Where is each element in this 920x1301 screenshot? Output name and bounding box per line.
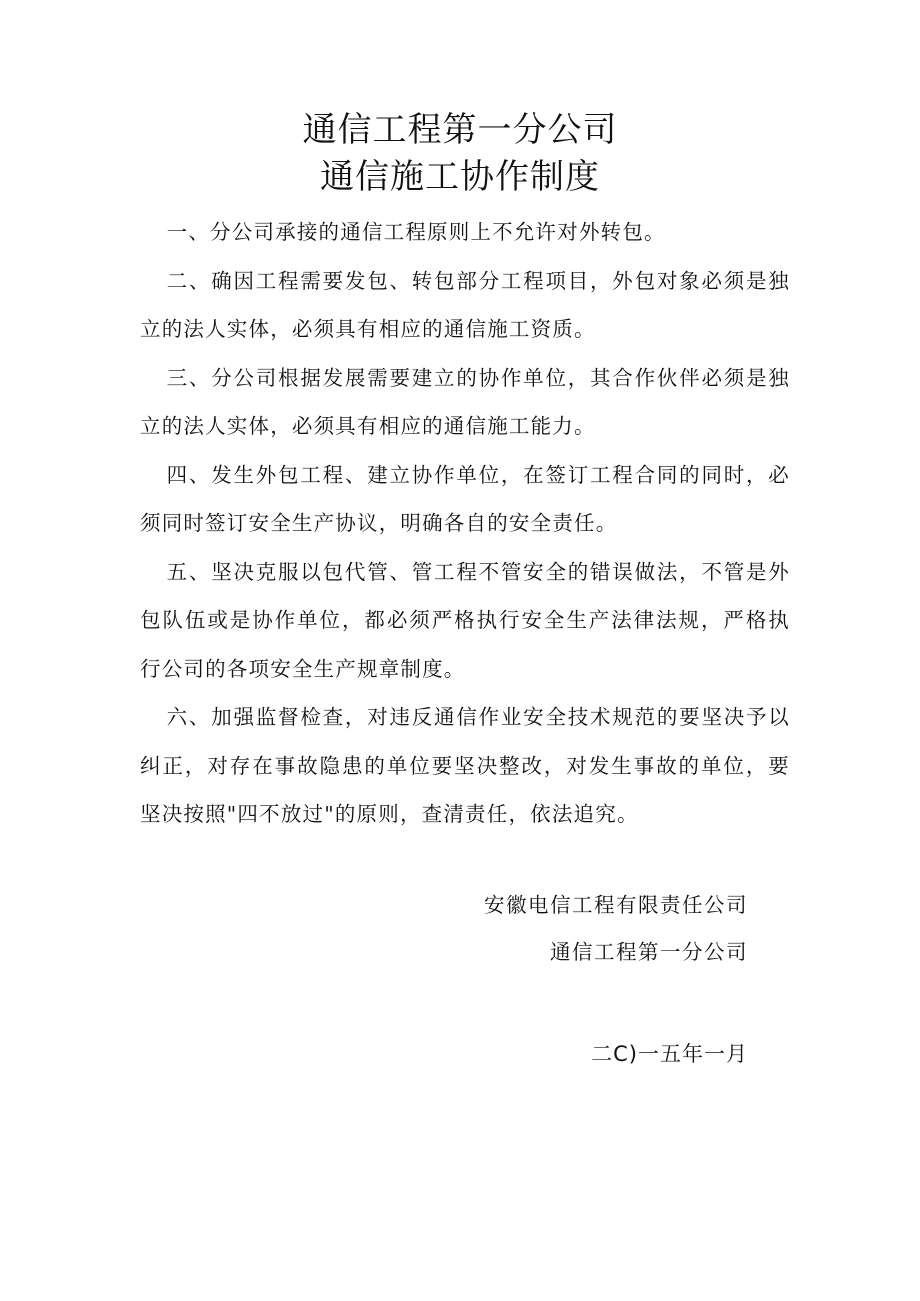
document-title-company: 通信工程第一分公司 — [302, 110, 618, 150]
document-title-regulation: 通信施工协作制度 — [320, 157, 600, 197]
document-body — [140, 208, 790, 839]
clause-1: 一、分公司承接的通信工程原则上不允许对外转包。 — [166, 220, 666, 244]
signature-company: 安徽电信工程有限责任公司 — [484, 893, 748, 917]
clause-4: 四、发生外包工程、建立协作单位，在签订工程合同的同时，必须同时签订安全生产协议，明确各自的安全责任。 — [140, 462, 790, 535]
document-date: 二C)一五年一月 — [591, 1042, 748, 1066]
clause-5: 五、坚决克服以包代管、管工程不管安全的错误做法，不管是外包队伍或是协作单位，都必须严格执行安全生产法律法规，严格执行公司的各项安全生产规章制度。 — [140, 559, 790, 681]
clause-3: 三、分公司根据发展需要建立的协作单位，其合作伙伴必须是独立的法人实体，必须具有相应的通信施工能力。 — [140, 365, 790, 438]
clause-6: 六、加强监督检查，对违反通信作业安全技术规范的要坚决予以纠正，对存在事故隐患的单位要坚决整改，对发生事故的单位，要坚决按照"四不放过"的原则，查清责任，依法追究。 — [140, 705, 790, 826]
signature-branch: 通信工程第一分公司 — [550, 940, 748, 964]
clause-2: 二、确因工程需要发包、转包部分工程项目，外包对象必须是独立的法人实体，必须具有相应的通信施工资质。 — [140, 268, 790, 341]
